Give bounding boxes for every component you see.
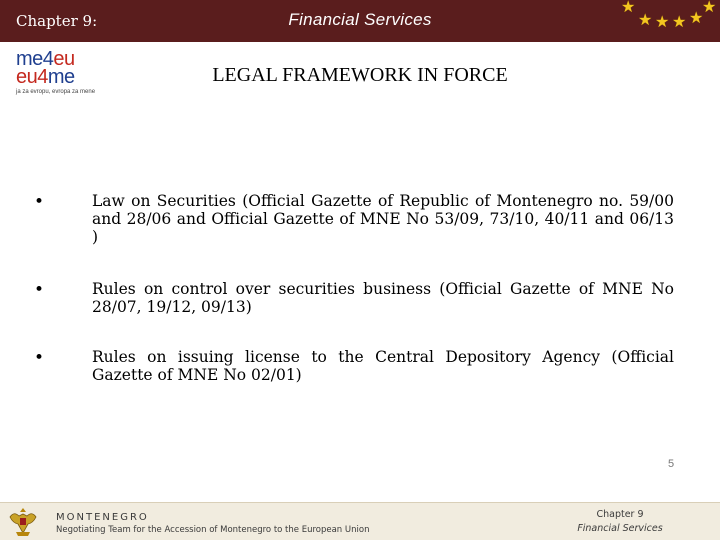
slide-title: LEGAL FRAMEWORK IN FORCE: [212, 64, 508, 86]
page-number: 5: [668, 458, 675, 470]
chapter-label: Chapter 9:: [16, 12, 98, 30]
header-title: Financial Services: [288, 10, 432, 29]
footer: [0, 502, 720, 540]
me4eu-logo: me4eu eu4me ja za evropu, evropa za mene: [16, 48, 96, 95]
bullet-icon: •: [34, 348, 45, 368]
footer-country: MONTENEGRO: [56, 512, 149, 523]
footer-subtitle: Financial Services: [577, 523, 663, 534]
bullet-text: Law on Securities (Official Gazette of Republic of Montenegro no. 59/00 and 28/06 and Official Gazette of MNE No 53/09, 73/10, 40/11 and 06/13 ): [92, 192, 674, 246]
bullet-text: Rules on control over securities business (Official Gazette of MNE No 28/07, 19/12, 09/13): [92, 280, 674, 316]
eu-stars-icon: ★ ★ ★ ★ ★ ★: [621, 0, 717, 31]
header-bar: [0, 0, 720, 42]
montenegro-crest-icon: [6, 505, 40, 538]
footer-divider: [0, 502, 720, 503]
bullet-text: Rules on issuing license to the Central Depository Agency (Official Gazette of MNE No 02/01): [92, 348, 674, 384]
footer-team: Negotiating Team for the Accession of Montenegro to the European Union: [56, 525, 370, 535]
bullet-icon: •: [34, 192, 45, 212]
bullet-icon: •: [34, 280, 45, 300]
footer-chapter: Chapter 9: [596, 509, 644, 520]
